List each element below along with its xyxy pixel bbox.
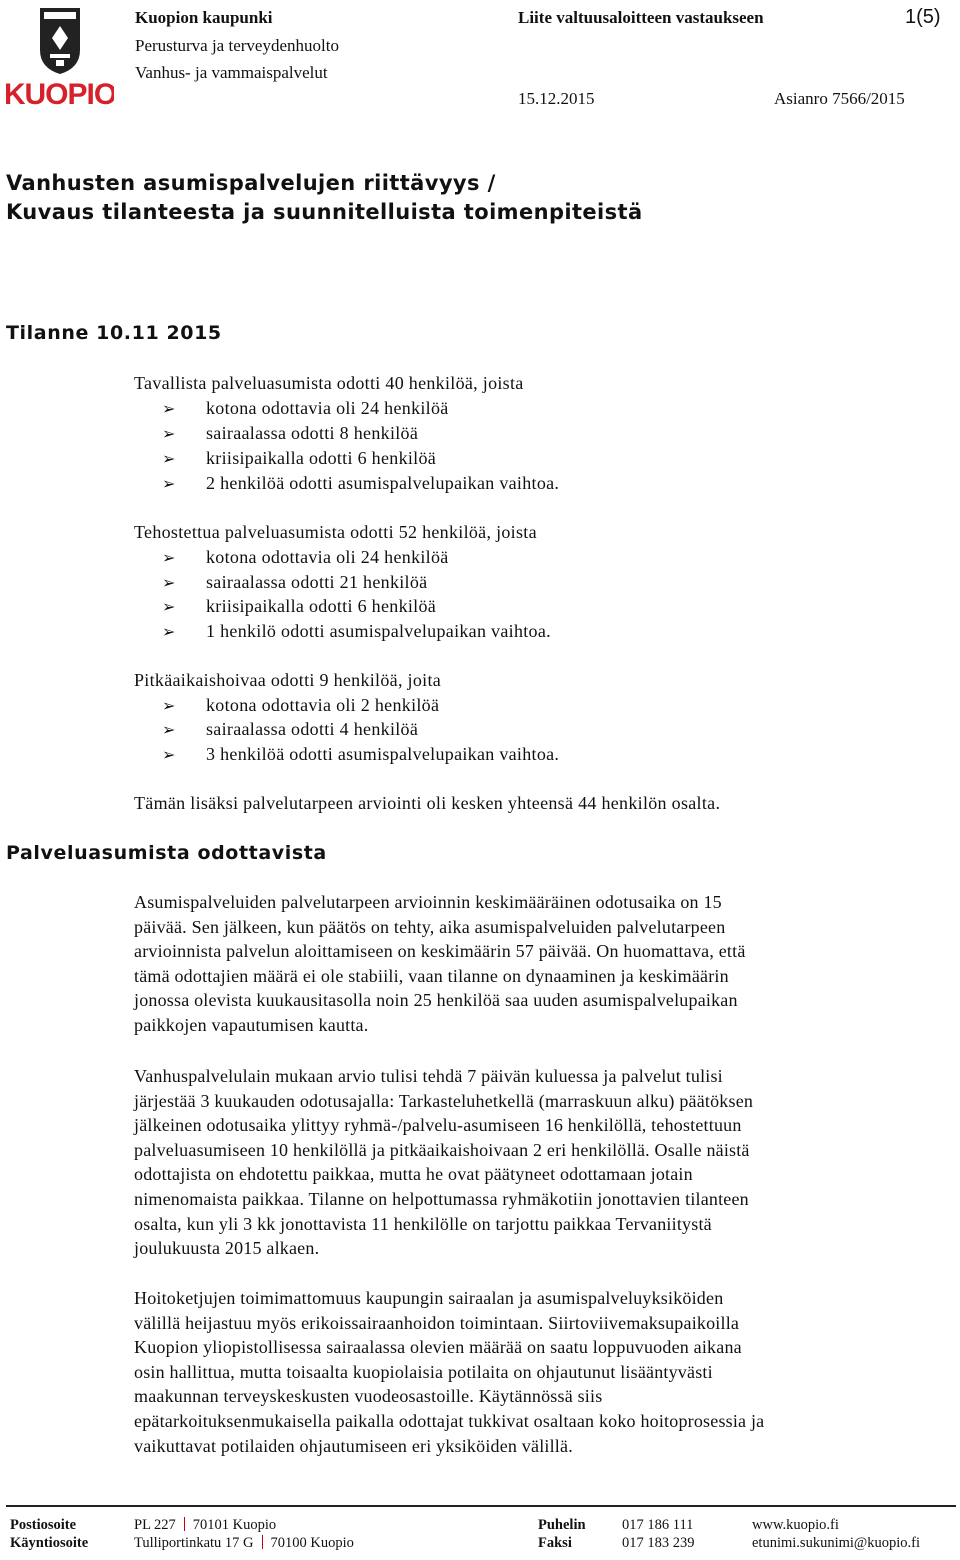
fax-label: Faksi xyxy=(538,1535,572,1551)
page-number: 1(5) xyxy=(905,6,941,28)
list-item: ➢ sairaalassa odotti 21 henkilöä xyxy=(162,572,428,592)
group-intro: Tehostettua palveluasumista odotti 52 henkilöä, joista xyxy=(134,522,537,542)
arrow-bullet-icon: ➢ xyxy=(162,747,176,764)
organization-name: Kuopion kaupunki xyxy=(135,8,273,27)
document-title-line-2: Kuvaus tilanteesta ja suunnitelluista toimenpiteistä xyxy=(6,200,643,224)
document-title-line-1: Vanhusten asumispalvelujen riittävyys / xyxy=(6,171,496,195)
section-heading: Palveluasumista odottavista xyxy=(6,842,327,864)
group-intro: Tavallista palveluasumista odotti 40 henkilöä, joista xyxy=(134,373,524,393)
list-item: ➢ kriisipaikalla odotti 6 henkilöä xyxy=(162,448,437,468)
list-item: ➢ 1 henkilö odotti asumispalvelupaikan vaihtoa. xyxy=(162,621,551,641)
list-item: ➢ sairaalassa odotti 8 henkilöä xyxy=(162,423,419,443)
fax-number: 017 183 239 xyxy=(622,1535,695,1551)
website-link[interactable]: www.kuopio.fi xyxy=(752,1517,839,1533)
document-date: 15.12.2015 xyxy=(518,89,595,108)
attachment-label: Liite valtuusaloitteen vastaukseen xyxy=(518,8,764,27)
unit-name: Vanhus- ja vammaispalvelut xyxy=(135,63,328,82)
arrow-bullet-icon: ➢ xyxy=(162,401,176,418)
phone-label: Puhelin xyxy=(538,1517,586,1533)
arrow-bullet-icon: ➢ xyxy=(162,624,176,641)
list-item: ➢ 2 henkilöä odotti asumispalvelupaikan vaihtoa. xyxy=(162,473,560,493)
postal-address: PL 227 70101 Kuopio xyxy=(134,1517,277,1533)
situation-heading: Tilanne 10.11 2015 xyxy=(6,322,222,344)
arrow-bullet-icon: ➢ xyxy=(162,476,176,493)
arrow-bullet-icon: ➢ xyxy=(162,599,176,616)
phone-number: 017 186 111 xyxy=(622,1517,694,1533)
list-item: ➢ kriisipaikalla odotti 6 henkilöä xyxy=(162,596,437,616)
visiting-address: Tulliportinkatu 17 G 70100 Kuopio xyxy=(134,1535,354,1551)
arrow-bullet-icon: ➢ xyxy=(162,451,176,468)
list-item: ➢ 3 henkilöä odotti asumispalvelupaikan vaihtoa. xyxy=(162,744,560,764)
list-item: ➢ kotona odottavia oli 2 henkilöä xyxy=(162,695,440,715)
paragraph: Hoitoketjujen toimimattomuus kaupungin sairaalan ja asumispalveluyksiköiden välillä heijastuu myös erikoissairaanhoidon toimintaan. Siirtoviivemaksupaikoilla Kuopion yliopistollisessa sairaalassa olevien määrää on saatu loppuvuoden aikana osin hallittua, mutta toisaalta kuopiolaisia potilaita on ohjautunut lisääntyvästi maakunnan terveyskeskusten vuodeosastoille. Käytännössä siis epätarkoituksenmukaisella paikalla odottajat tukkivat osaltaan koko hoitoprosessia ja vaikuttavat potilaiden ohjautumiseen eri yksiköiden välillä. xyxy=(134,1288,765,1456)
postal-address-label: Postiosoite xyxy=(10,1517,77,1533)
arrow-bullet-icon: ➢ xyxy=(162,575,176,592)
paragraph: Vanhuspalvelulain mukaan arvio tulisi tehdä 7 päivän kuluessa ja palvelut tulisi järjestää 3 kuukauden odotusajalla: Tarkasteluhetkellä (marraskuun alku) päätöksen jälkeinen odotusaika ylittyy ryhmä-/palvelu-asumiseen 16 henkilöllä, tehostettuun palveluasumiseen 10 henkilöllä ja pitkäaikaishoivaan 2 eri henkilöllä. Osalle näistä odottajista on ehdotettu paikkaa, mutta he ovat päätyneet odottamaan jotain nimenomaista paikkaa. Tilanne on helpottumassa ryhmäkotiin jonottavien tilanteen osalta, kun yli 3 kk jonottavista 11 henkilölle on tarjottu paikkaa Tervaniitystä joulukuusta 2015 alkaen. xyxy=(134,1066,754,1259)
logo-wordmark: KUOPIO xyxy=(6,78,114,108)
email-address[interactable]: etunimi.sukunimi@kuopio.fi xyxy=(752,1535,921,1551)
visiting-address-label: Käyntiosoite xyxy=(10,1535,89,1551)
list-item: ➢ sairaalassa odotti 4 henkilöä xyxy=(162,719,419,739)
department-name: Perusturva ja terveydenhuolto xyxy=(135,36,339,55)
separator xyxy=(262,1535,263,1549)
arrow-bullet-icon: ➢ xyxy=(162,722,176,739)
list-item: ➢ kotona odottavia oli 24 henkilöä xyxy=(162,547,449,567)
list-item: ➢ kotona odottavia oli 24 henkilöä xyxy=(162,398,449,418)
arrow-bullet-icon: ➢ xyxy=(162,426,176,443)
group-intro: Pitkäaikaishoivaa odotti 9 henkilöä, joita xyxy=(134,670,442,690)
kuopio-logo xyxy=(6,4,114,108)
arrow-bullet-icon: ➢ xyxy=(162,550,176,567)
arrow-bullet-icon: ➢ xyxy=(162,698,176,715)
separator xyxy=(184,1517,185,1531)
assessment-note: Tämän lisäksi palvelutarpeen arviointi oli kesken yhteensä 44 henkilön osalta. xyxy=(134,793,721,813)
footer-divider xyxy=(6,1505,956,1507)
record-number: Asianro 7566/2015 xyxy=(774,89,905,108)
paragraph: Asumispalveluiden palvelutarpeen arvioinnin keskimääräinen odotusaika on 15 päivää. Sen jälkeen, kun päätös on tehty, aika asumispalveluiden palvelutarpeen arvioinnista palvelun aloittamiseen on keskimäärin 57 päivää. On huomattava, että tämä odottajien määrä ei ole stabiili, vaan tilanne on dynaaminen ja keskimäärin jonossa olevista kuukausitasolla noin 25 henkilöä saa uuden asumispalvelupaikan paikkojen vapautumisen kautta. xyxy=(134,892,746,1035)
